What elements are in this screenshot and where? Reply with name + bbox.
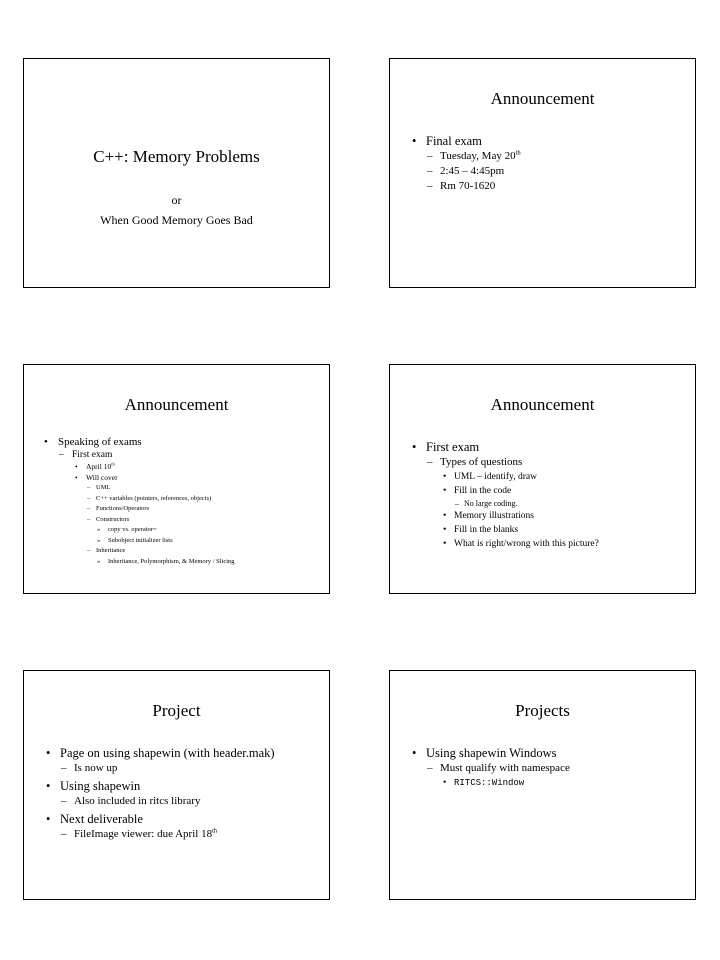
- bullet-item: [412, 776, 689, 790]
- dash-icon: –: [87, 494, 91, 502]
- bullet-dot-icon: •: [75, 473, 78, 482]
- bullet-dot-icon: •: [443, 486, 447, 496]
- bullet-dot-icon: •: [412, 440, 417, 454]
- bullet-item: – Constructors: [44, 515, 323, 526]
- bullet-item: – Must qualify with namespace: [427, 762, 570, 774]
- bullet-item: • Page on using shapewin (with header.mak): [46, 746, 275, 760]
- bullet-item: • UML – identify, draw: [443, 472, 537, 482]
- bullet-dot-icon: •: [44, 436, 48, 448]
- chevron-right-icon: »: [97, 526, 101, 533]
- bullet-dot-icon: •: [412, 134, 417, 148]
- bullet-dot-icon: •: [443, 539, 447, 549]
- bullet-item: – Functions/Operators: [44, 504, 323, 515]
- dash-icon: –: [427, 165, 433, 177]
- slide-title: Announcement: [124, 395, 229, 414]
- dash-icon: –: [427, 180, 433, 192]
- bullet-item: – Is now up: [61, 762, 118, 774]
- slide-body: [44, 433, 323, 567]
- bullet-item: • What is right/wrong with this picture?: [443, 539, 599, 549]
- bullet-item: – UML: [44, 483, 323, 494]
- bullet-item: • Will cover: [75, 473, 118, 482]
- slide-title: Project: [152, 701, 201, 720]
- bullet-item: • April 10th: [75, 461, 115, 471]
- bullet-item: • Using shapewin: [46, 779, 141, 793]
- slide-or-text: or: [171, 193, 182, 207]
- dash-icon: –: [87, 547, 91, 554]
- dash-icon: –: [427, 762, 433, 774]
- slide-subtitle: When Good Memory Goes Bad: [100, 213, 253, 227]
- dash-icon: –: [455, 499, 459, 508]
- dash-icon: –: [87, 484, 91, 491]
- bullet-dot-icon: •: [443, 525, 447, 535]
- slide-4: [389, 364, 696, 594]
- slide-1: [23, 58, 330, 288]
- bullet-dot-icon: •: [443, 511, 447, 521]
- bullet-item: • Next deliverable: [46, 812, 143, 826]
- bullet-dot-icon: •: [443, 472, 447, 482]
- bullet-item: – No large coding.: [455, 499, 518, 508]
- slide-title: Projects: [515, 701, 570, 720]
- slide-5: [23, 670, 330, 900]
- bullet-item: • Speaking of exams: [44, 436, 142, 448]
- dash-icon: –: [59, 450, 64, 460]
- dash-icon: –: [61, 828, 67, 840]
- chevron-right-icon: »: [97, 557, 101, 565]
- bullet-item: – Tuesday, May 20th: [427, 149, 521, 162]
- bullet-dot-icon: •: [443, 778, 447, 788]
- dash-icon: –: [87, 515, 91, 523]
- slide-body: [412, 131, 689, 194]
- bullet-item: • Using shapewin Windows: [412, 746, 557, 760]
- bullet-item: » copy vs. operator=: [44, 525, 323, 536]
- bullet-item: » Inheritance, Polymorphism, & Memory / Slicing: [44, 557, 323, 568]
- bullet-item: • Memory illustrations: [443, 511, 534, 521]
- dash-icon: –: [61, 762, 67, 774]
- bullet-item: – C++ variables (pointers, references, objects): [44, 494, 323, 505]
- slide-title: Announcement: [490, 89, 595, 108]
- dash-icon: –: [87, 505, 91, 512]
- slide-3: [23, 364, 330, 594]
- bullet-item: • First exam: [412, 440, 480, 454]
- chevron-right-icon: »: [97, 536, 101, 544]
- bullet-item: – Inheritance: [44, 546, 323, 557]
- slide-body: [412, 743, 689, 790]
- bullet-dot-icon: •: [412, 746, 417, 760]
- bullet-item: – First exam: [59, 450, 113, 460]
- slide-title: C++: Memory Problems: [93, 147, 260, 166]
- bullet-dot-icon: •: [46, 746, 51, 760]
- slide-body: [412, 437, 689, 551]
- bullet-dot-icon: •: [46, 812, 51, 826]
- slide-6: [389, 670, 696, 900]
- bullet-item: • Fill in the code: [443, 486, 512, 496]
- slide-2: [389, 58, 696, 288]
- bullet-item: – Also included in ritcs library: [61, 795, 201, 807]
- bullet-item: • Fill in the blanks: [443, 525, 519, 535]
- slide-title: Announcement: [490, 395, 595, 414]
- code-text: RITCS::Window: [454, 778, 525, 788]
- bullet-dot-icon: •: [75, 462, 78, 471]
- bullet-item: – Types of questions: [427, 456, 523, 468]
- slide-body: [46, 743, 323, 842]
- bullet-item: – 2:45 – 4:45pm: [427, 165, 505, 177]
- bullet-dot-icon: •: [46, 779, 51, 793]
- bullet-item: » Subobject initializer lists: [44, 536, 323, 547]
- dash-icon: –: [427, 456, 433, 468]
- bullet-item: – FileImage viewer: due April 18th: [61, 827, 218, 840]
- bullet-item: – Rm 70-1620: [427, 180, 496, 192]
- dash-icon: –: [61, 795, 67, 807]
- bullet-item: • Final exam: [412, 134, 482, 148]
- dash-icon: –: [427, 150, 433, 162]
